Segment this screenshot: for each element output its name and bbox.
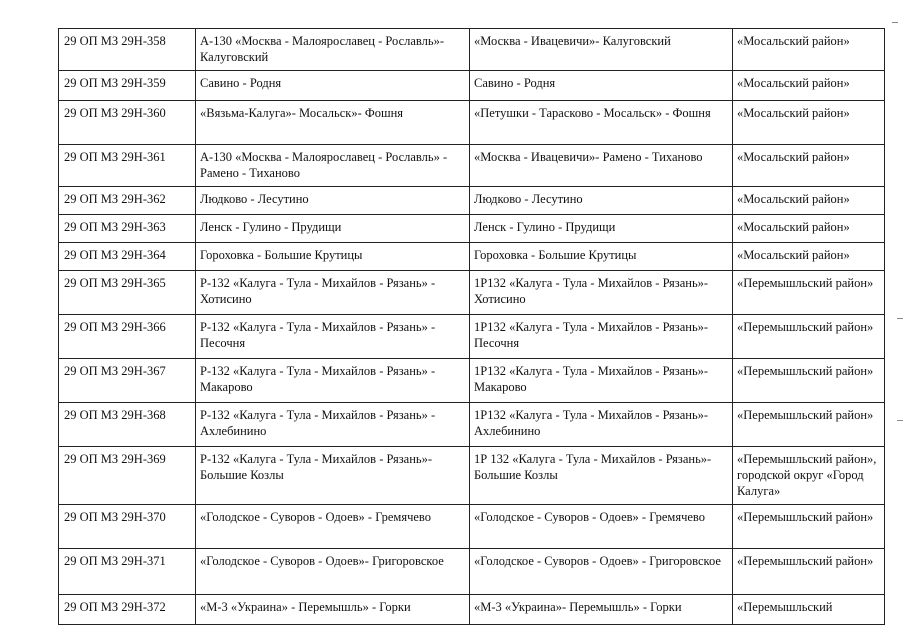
road-id-cell: 29 ОП МЗ 29Н-371 — [59, 549, 196, 595]
road-name-cell: Р-132 «Калуга - Тула - Михайлов - Рязань» - Макарово — [196, 359, 470, 403]
district-cell: «Мосальский район» — [733, 215, 885, 243]
road-name-new-cell: «Петушки - Тарасково - Мосальск» - Фошня — [470, 101, 733, 145]
road-name-cell: Р-132 «Калуга - Тула - Михайлов - Рязань» - Ахлебинино — [196, 403, 470, 447]
road-id-cell: 29 ОП МЗ 29Н-365 — [59, 271, 196, 315]
district-cell: «Мосальский район» — [733, 145, 885, 187]
road-name-new-cell: 1Р132 «Калуга - Тула - Михайлов - Рязань»- Хотисино — [470, 271, 733, 315]
road-name-new-cell: «М-3 «Украина»- Перемышль» - Горки — [470, 595, 733, 625]
road-name-cell: Р-132 «Калуга - Тула - Михайлов - Рязань»- Большие Козлы — [196, 447, 470, 505]
roads-table — [58, 28, 885, 625]
road-name-new-cell: 1Р132 «Калуга - Тула - Михайлов - Рязань»- Макарово — [470, 359, 733, 403]
district-cell: «Перемышльский район» — [733, 315, 885, 359]
road-name-cell: Гороховка - Большие Крутицы — [196, 243, 470, 271]
road-name-new-cell: Ленск - Гулино - Прудищи — [470, 215, 733, 243]
road-id-cell: 29 ОП МЗ 29Н-368 — [59, 403, 196, 447]
table-row — [59, 243, 885, 271]
table-row — [59, 271, 885, 315]
road-name-cell: Савино - Родня — [196, 71, 470, 101]
district-cell: «Мосальский район» — [733, 29, 885, 71]
road-name-new-cell: 1Р 132 «Калуга - Тула - Михайлов - Рязань»- Большие Козлы — [470, 447, 733, 505]
road-name-new-cell: Гороховка - Большие Крутицы — [470, 243, 733, 271]
road-id-cell: 29 ОП МЗ 29Н-372 — [59, 595, 196, 625]
road-id-cell: 29 ОП МЗ 29Н-359 — [59, 71, 196, 101]
road-name-new-cell: 1Р132 «Калуга - Тула - Михайлов - Рязань»- Песочня — [470, 315, 733, 359]
district-cell: «Перемышльский район» — [733, 271, 885, 315]
table-row — [59, 403, 885, 447]
road-name-new-cell: «Голодское - Суворов - Одоев» - Григоровское — [470, 549, 733, 595]
district-cell: «Перемышльский район» — [733, 505, 885, 549]
table-row — [59, 595, 885, 625]
road-id-cell: 29 ОП МЗ 29Н-358 — [59, 29, 196, 71]
district-cell: «Мосальский район» — [733, 101, 885, 145]
road-name-new-cell: Савино - Родня — [470, 71, 733, 101]
scan-mark — [897, 318, 903, 319]
road-id-cell: 29 ОП МЗ 29Н-360 — [59, 101, 196, 145]
road-name-new-cell: 1Р132 «Калуга - Тула - Михайлов - Рязань»- Ахлебинино — [470, 403, 733, 447]
table-row — [59, 315, 885, 359]
road-name-cell: «Голодское - Суворов - Одоев» - Гремячево — [196, 505, 470, 549]
scan-mark — [897, 420, 903, 421]
table-row — [59, 101, 885, 145]
district-cell: «Перемышльский — [733, 595, 885, 625]
road-id-cell: 29 ОП МЗ 29Н-369 — [59, 447, 196, 505]
table-row — [59, 447, 885, 505]
road-id-cell: 29 ОП МЗ 29Н-370 — [59, 505, 196, 549]
table-row — [59, 71, 885, 101]
table-row — [59, 187, 885, 215]
road-name-new-cell: «Москва - Ивацевичи»- Рамено - Тиханово — [470, 145, 733, 187]
road-id-cell: 29 ОП МЗ 29Н-362 — [59, 187, 196, 215]
district-cell: «Перемышльский район» — [733, 549, 885, 595]
road-name-cell: «Вязьма-Калуга»- Мосальск»- Фошня — [196, 101, 470, 145]
road-name-cell: Р-132 «Калуга - Тула - Михайлов - Рязань» - Хотисино — [196, 271, 470, 315]
road-name-cell: Людково - Лесутино — [196, 187, 470, 215]
scan-mark — [892, 22, 898, 23]
road-name-cell: Ленск - Гулино - Прудищи — [196, 215, 470, 243]
table-row — [59, 549, 885, 595]
table-row — [59, 29, 885, 71]
road-name-cell: Р-132 «Калуга - Тула - Михайлов - Рязань» - Песочня — [196, 315, 470, 359]
road-id-cell: 29 ОП МЗ 29Н-363 — [59, 215, 196, 243]
table-row — [59, 145, 885, 187]
road-name-cell: «М-3 «Украина» - Перемышль» - Горки — [196, 595, 470, 625]
table-row — [59, 359, 885, 403]
table-row — [59, 505, 885, 549]
district-cell: «Перемышльский район» — [733, 403, 885, 447]
road-name-new-cell: «Москва - Ивацевичи»- Калуговский — [470, 29, 733, 71]
district-cell: «Мосальский район» — [733, 71, 885, 101]
road-name-cell: «Голодское - Суворов - Одоев»- Григоровское — [196, 549, 470, 595]
district-cell: «Мосальский район» — [733, 243, 885, 271]
road-id-cell: 29 ОП МЗ 29Н-367 — [59, 359, 196, 403]
road-id-cell: 29 ОП МЗ 29Н-366 — [59, 315, 196, 359]
road-id-cell: 29 ОП МЗ 29Н-364 — [59, 243, 196, 271]
road-id-cell: 29 ОП МЗ 29Н-361 — [59, 145, 196, 187]
district-cell: «Перемышльский район», городской округ «Город Калуга» — [733, 447, 885, 505]
road-name-new-cell: «Голодское - Суворов - Одоев» - Гремячево — [470, 505, 733, 549]
district-cell: «Перемышльский район» — [733, 359, 885, 403]
road-name-new-cell: Людково - Лесутино — [470, 187, 733, 215]
road-name-cell: А-130 «Москва - Малоярославец - Рославль» - Рамено - Тиханово — [196, 145, 470, 187]
table-row — [59, 215, 885, 243]
road-name-cell: А-130 «Москва - Малоярославец - Рославль»- Калуговский — [196, 29, 470, 71]
district-cell: «Мосальский район» — [733, 187, 885, 215]
